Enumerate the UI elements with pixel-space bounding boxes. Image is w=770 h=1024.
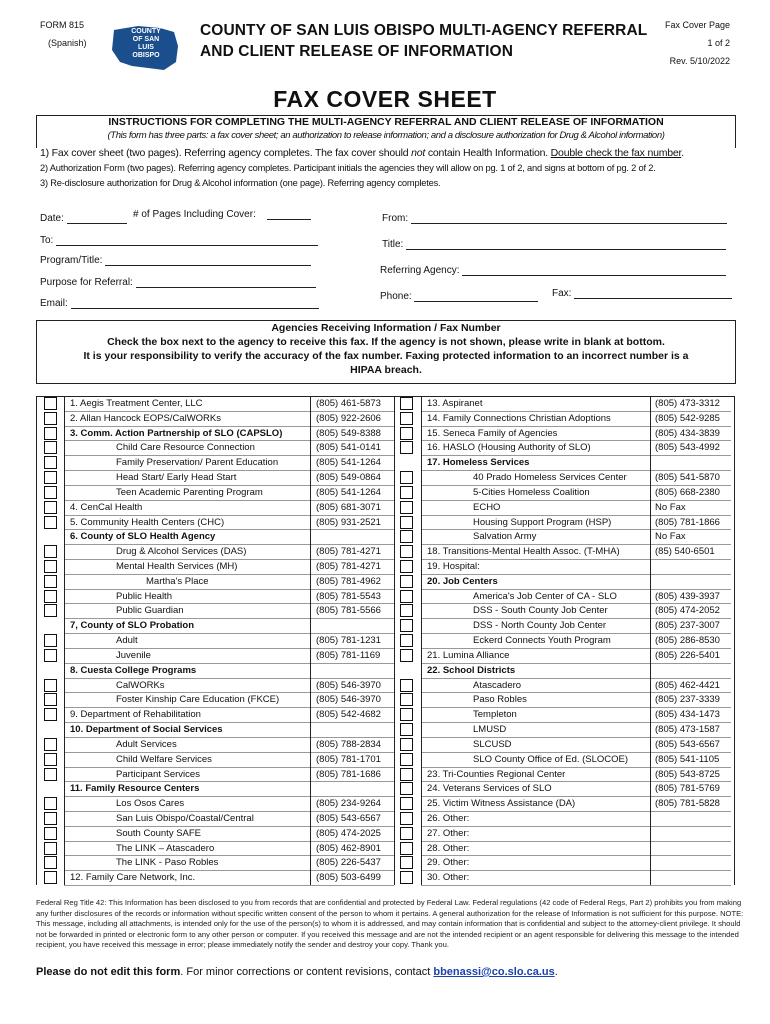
left-agency-fax-number: (805) 781-1686 [316,768,381,780]
instruction-1-underline: Double check the fax number [550,147,682,159]
right-agency-checkbox[interactable] [400,723,413,736]
form-title [200,20,647,62]
left-agency-fax-number: (805) 781-1701 [316,753,381,765]
confidentiality-notice: Federal Reg Title 42: This Information has been disclosed to you from records that are confidential and protected by Federal Law. Federal regulations (42 code of Federal Regs, Part 2) prohibits you from making any further disclosures of the records or information without specific written consent of the person to whom it pertains. A general authorization for the release of Information is not sufficient for this purpose. NOTE: This message, including all attachments, is intended only for the use of the person(s) to whom it is addressed, and may contain information that is confidential and subject to the attorney-client privilege. It should not be forwarded in printed or electronic form to any other person or computer. If you received this message and are not the intended recipient or an agent responsible for delivering this message to the intended recipient, you have received this message in error; please immediately notify the sender and destroy your copy. Thank you. [36,898,744,949]
email-label: Email: [40,298,68,309]
right-agency-row [0,559,698,574]
right-agency-checkbox[interactable] [400,871,413,884]
form-number: FORM 815 [40,20,85,30]
right-agency-fax-number: (805) 543-6567 [655,738,720,750]
left-agency-fax-number: (805) 788-2834 [316,738,381,750]
contact-email-link[interactable]: bbenassi@co.slo.ca.us [433,966,555,978]
title-line[interactable] [406,238,726,250]
right-agency-name: LMUSD [473,724,507,736]
right-agency-row [0,440,720,455]
right-agency-name: 23. Tri-Counties Regional Center [427,768,566,780]
to-field[interactable] [40,234,318,246]
instructions-heading: INSTRUCTIONS FOR COMPLETING THE MULTI-AGENCY REFERRAL AND CLIENT RELEASE OF INFORMATION [108,116,664,128]
left-agency-fax-number: (805) 781-5543 [316,590,381,602]
right-agency-checkbox[interactable] [400,708,413,721]
purpose-field[interactable] [40,276,316,288]
purpose-line[interactable] [136,276,316,288]
right-agency-checkbox[interactable] [400,575,413,588]
right-agency-row [0,752,720,767]
right-agency-fax-number: (805) 286-8530 [655,635,720,647]
left-agency-fax-number: (805) 541-1264 [316,486,381,498]
right-agency-name: Eckerd Connects Youth Program [473,635,611,647]
right-agency-fax-number: (805) 434-3839 [655,427,720,439]
referring-agency-line[interactable] [462,264,726,276]
logo-text-1: COUNTY [131,28,161,35]
right-agency-name: America's Job Center of CA - SLO [473,590,617,602]
table-top-border [36,396,734,397]
right-agency-name: Atascadero [473,679,522,691]
left-agency-name: 1. Aegis Treatment Center, LLC [70,398,203,409]
right-agency-name: 24. Veterans Services of SLO [427,783,552,795]
left-agency-fax-number: (805) 781-4271 [316,546,381,558]
from-line[interactable] [411,212,727,224]
right-agency-fax-number: (805) 226-5401 [655,649,720,661]
program-line[interactable] [105,254,311,266]
right-agency-row [0,692,720,707]
left-agency-name: 5. Community Health Centers (CHC) [70,516,225,528]
right-agency-checkbox[interactable] [400,560,413,573]
right-agency-row [0,485,720,500]
right-agency-fax-number: (805) 781-5769 [655,783,720,795]
right-row-divider [421,885,731,886]
left-agency-fax-number: (805) 781-1231 [316,635,381,647]
form-number-block [40,16,87,52]
right-agency-checkbox[interactable] [400,486,413,499]
pages-field[interactable] [133,208,311,220]
right-agency-fax-number: (805) 434-1473 [655,709,720,721]
left-agency-name: South County SAFE [116,827,202,839]
left-agency-name: Los Osos Cares [116,798,185,810]
right-agency-row [0,544,715,559]
left-agency-fax-number: (805) 543-6567 [316,812,381,824]
date-label: Date: [40,213,64,224]
to-label: To: [40,235,54,246]
right-agency-name: 14. Family Connections Christian Adoptions [427,412,611,424]
table-right-border [734,396,735,885]
left-agency-name: The LINK - Paso Robles [116,857,219,869]
right-agency-checkbox[interactable] [400,797,413,810]
logo-text-3: OBISPO [132,52,160,59]
fax-label: Fax: [552,288,572,299]
right-agency-name: DSS - North County Job Center [473,620,607,632]
left-agency-name: Participant Services [116,768,200,780]
left-agency-name: 12. Family Care Network, Inc. [70,872,196,884]
email-line[interactable] [71,297,319,309]
right-agency-checkbox[interactable] [400,812,413,825]
right-agency-name: DSS - South County Job Center [473,605,608,617]
right-agency-checkbox[interactable] [400,412,413,425]
title-field[interactable] [382,238,726,250]
right-agency-fax-number: (805) 474-2052 [655,605,720,617]
right-agency-name: 5-Cities Homeless Coalition [473,486,590,498]
right-agency-name: Housing Support Program (HSP) [473,516,612,528]
right-agency-name: 30. Other: [427,872,470,884]
right-agency-name: Paso Robles [473,694,527,706]
left-agency-fax-number: (805) 922-2606 [316,412,381,424]
left-checkbox-divider [64,396,65,885]
left-agency-fax-number: (805) 474-2025 [316,827,381,839]
left-agency-fax-number: (805) 462-8901 [316,842,381,854]
instruction-line-1 [40,147,684,159]
right-agency-row [0,781,720,796]
edit-notice [36,966,558,978]
right-agency-fax-number: (85) 540-6501 [655,546,715,558]
title-label: Title: [382,239,404,250]
right-agency-checkbox[interactable] [400,397,413,410]
right-agency-checkbox[interactable] [400,856,413,869]
left-agency-name: Martha's Place [146,575,209,587]
left-agency-name: Public Health [116,590,172,602]
right-agency-name: Salvation Army [473,531,537,543]
instruction-1-text: 1) Fax cover sheet (two pages). Referring agency completes. The fax cover should [40,147,412,159]
right-agency-name: ECHO [473,501,501,513]
left-agency-name: 11. Family Resource Centers [70,783,200,795]
date-line[interactable] [67,212,127,224]
right-agency-checkbox[interactable] [400,634,413,647]
right-agency-fax-number: (805) 543-4992 [655,442,720,454]
referring-agency-label: Referring Agency: [380,265,460,276]
right-agency-name: 13. Aspiranet [427,398,483,409]
right-checkbox-divider [421,396,422,885]
right-agency-row [0,396,720,411]
left-agency-fax-number: (805) 781-4962 [316,575,381,587]
left-row-divider [64,885,394,886]
page-label: Fax Cover Page [664,20,730,30]
left-agency-fax-number: (805) 549-8388 [316,427,381,439]
form-title-line-1: COUNTY OF SAN LUIS OBISPO MULTI-AGENCY REFERRAL [200,22,648,39]
right-agency-row [0,870,698,885]
edit-notice-end: . [554,966,558,978]
pages-line[interactable] [267,208,311,220]
right-agency-fax-number: (805) 473-1587 [655,724,720,736]
right-agency-row [0,574,698,589]
left-agency-fax-number: (805) 226-5437 [316,857,381,869]
fax-cover-title: FAX COVER SHEET [273,86,497,112]
left-agency-name: Child Welfare Services [116,753,212,765]
left-agency-name: Adult [116,635,138,647]
agencies-verify-notice: It is your responsibility to verify the accuracy of the fax number. Faxing protected information to an incorrect number is a [83,350,689,362]
right-agency-checkbox[interactable] [400,516,413,529]
date-field[interactable] [40,212,127,224]
right-agency-name: 15. Seneca Family of Agencies [427,427,558,439]
from-label: From: [382,213,409,224]
right-agency-checkbox[interactable] [400,604,413,617]
right-agency-name: SLO County Office of Ed. (SLOCOE) [473,753,629,765]
right-agency-fax-number: (805) 541-1105 [655,753,720,765]
right-agency-row [0,648,720,663]
left-agency-name: San Luis Obispo/Coastal/Central [116,812,254,824]
left-agency-name: 6. County of SLO Health Agency [70,531,216,543]
left-agency-name: 7, County of SLO Probation [70,620,195,632]
phone-label: Phone: [380,291,412,302]
center-divider [394,396,395,885]
right-agency-name: 22. School Districts [427,664,516,676]
right-agency-name: 40 Prado Homeless Services Center [473,472,627,484]
right-agency-row [0,678,720,693]
right-agency-row [0,529,698,544]
pages-label: # of Pages Including Cover: [133,209,256,220]
left-agency-name: Adult Services [116,738,177,750]
right-agency-checkbox[interactable] [400,471,413,484]
right-agency-name: Templeton [473,709,517,721]
right-agency-checkbox[interactable] [400,590,413,603]
right-agency-row [0,618,720,633]
right-agency-row [0,707,720,722]
instruction-1-emphasis: not [411,147,426,159]
right-agency-checkbox[interactable] [400,530,413,543]
left-agency-name: 3. Comm. Action Partnership of SLO (CAPSLO) [70,427,283,439]
left-agency-name: 2. Allan Hancock EOPS/CalWORKs [70,412,221,424]
from-field[interactable] [382,212,727,224]
referring-agency-field[interactable] [380,264,726,276]
right-fax-divider [650,396,651,885]
left-agency-fax-number: (805) 234-9264 [316,798,381,810]
right-agency-row [0,470,720,485]
left-agency-fax-number: (805) 546-3970 [316,694,381,706]
right-agency-checkbox[interactable] [400,753,413,766]
left-agency-name: Foster Kinship Care Education (FKCE) [116,694,280,706]
right-agency-row [0,841,698,856]
left-agency-name: Child Care Resource Connection [116,442,255,454]
right-agency-fax-number: (805) 473-3312 [655,398,720,409]
left-agency-fax-number: (805) 546-3970 [316,679,381,691]
instruction-1-end: . [681,147,684,159]
right-agency-checkbox[interactable] [400,441,413,454]
table-left-border [36,396,37,885]
right-agency-checkbox[interactable] [400,501,413,514]
left-agency-fax-number: (805) 781-1169 [316,649,381,661]
edit-notice-text: . For minor corrections or content revisions, contact [180,966,434,978]
right-agency-row [0,767,720,782]
agencies-hipaa-notice: HIPAA breach. [350,364,422,376]
right-agency-checkbox[interactable] [400,827,413,840]
right-agency-row [0,826,698,841]
right-agency-checkbox[interactable] [400,782,413,795]
right-agency-fax-number: (805) 237-3007 [655,620,720,632]
right-agency-name: SLCUSD [473,738,512,750]
right-agency-row [0,589,720,604]
left-agency-name: Public Guardian [116,605,184,617]
right-agency-fax-number: (805) 462-4421 [655,679,720,691]
page-number: 1 of 2 [707,38,730,48]
to-line[interactable] [56,234,318,246]
right-agency-name: 17. Homeless Services [427,457,530,469]
left-agency-name: 10. Department of Social Services [70,724,223,736]
right-agency-name: 16. HASLO (Housing Authority of SLO) [427,442,591,454]
agencies-heading: Agencies Receiving Information / Fax Number [271,322,501,334]
right-agency-fax-number: No Fax [655,501,686,513]
right-agency-checkbox[interactable] [400,427,413,440]
left-agency-name: Juvenile [116,649,151,661]
right-agency-fax-number: (805) 668-2380 [655,486,720,498]
right-agency-checkbox[interactable] [400,693,413,706]
left-agency-fax-number: (805) 503-6499 [316,872,381,884]
right-agency-row [0,737,720,752]
fax-line[interactable] [574,287,732,299]
left-agency-fax-number: (805) 541-0141 [316,442,381,454]
logo-text-2: OF SAN LUIS [132,36,160,51]
left-agency-name: CalWORKs [116,679,165,691]
left-agency-name: The LINK – Atascadero [116,842,215,854]
left-agency-fax-number: (805) 681-3071 [316,501,381,513]
phone-line[interactable] [414,290,538,302]
instruction-1-text-2: contain Health Information. [425,147,551,159]
right-agency-checkbox[interactable] [400,679,413,692]
left-agency-name: Mental Health Services (MH) [116,561,238,573]
right-agency-fax-number: (805) 543-8725 [655,768,720,780]
left-agency-name: 9. Department of Rehabilitation [70,709,201,721]
right-agency-name: 28. Other: [427,842,470,854]
left-agency-fax-number: (805) 931-2521 [316,516,381,528]
right-agency-row [0,455,698,470]
right-agency-row [0,411,720,426]
instruction-line-3: 3) Re-disclosure authorization for Drug & Alcohol information (one page). Referring agency completes. [40,178,441,188]
right-agency-fax-number: (805) 541-5870 [655,472,720,484]
right-agency-fax-number: No Fax [655,531,686,543]
left-agency-name: 4. CenCal Health [70,501,143,513]
right-agency-checkbox[interactable] [400,768,413,781]
right-agency-checkbox[interactable] [400,738,413,751]
right-agency-fax-number: (805) 542-9285 [655,412,720,424]
right-agency-row [0,855,698,870]
right-agency-checkbox[interactable] [400,649,413,662]
right-agency-row [0,515,720,530]
page-info [665,16,730,70]
form-title-line-2: AND CLIENT RELEASE OF INFORMATION [200,43,514,60]
left-agency-name: Family Preservation/ Parent Education [116,457,279,469]
agencies-check-instruction: Check the box next to the agency to receive this fax. If the agency is not shown, please write in blank at bottom. [107,336,665,348]
left-fax-divider [310,396,311,885]
program-label: Program/Title: [40,255,103,266]
instruction-line-2: 2) Authorization Form (two pages). Referring agency completes. Participant initials the agencies they will allow on pg. 1 of 2, and signs at bottom of pg. 2 of 2. [40,163,656,173]
right-agency-row [0,633,720,648]
right-agency-name: 26. Other: [427,812,470,824]
program-field[interactable] [40,254,311,266]
right-agency-row [0,426,720,441]
right-agency-name: 20. Job Centers [427,575,498,587]
right-agency-checkbox[interactable] [400,545,413,558]
right-agency-fax-number: (805) 781-1866 [655,516,720,528]
right-agency-row [0,796,720,811]
instructions-subheading: (This form has three parts: a fax cover sheet; an authorization to release information; and a disclosure authorization for Drug & Alcohol information) [107,130,665,141]
right-agency-name: 25. Victim Witness Assistance (DA) [427,798,576,810]
left-agency-fax-number: (805) 781-5566 [316,605,381,617]
phone-field[interactable] [380,290,538,302]
right-agency-row [0,722,720,737]
right-agency-name: 19. Hospital: [427,561,480,573]
edit-notice-bold: Please do not edit this form [36,966,181,978]
county-logo [108,22,182,74]
revision-date: Rev. 5/10/2022 [669,56,730,66]
right-agency-row [0,603,720,618]
left-agency-fax-number: (805) 542-4682 [316,709,381,721]
right-agency-checkbox[interactable] [400,842,413,855]
right-agency-fax-number: (805) 237-3339 [655,694,720,706]
left-agency-name: Teen Academic Parenting Program [116,486,263,498]
right-agency-row [0,663,698,678]
right-agency-fax-number: (805) 781-5828 [655,798,720,810]
right-agency-fax-number: (805) 439-3937 [655,590,720,602]
left-agency-fax-number: (805) 541-1264 [316,457,381,469]
right-agency-name: 21. Lumina Alliance [427,649,510,661]
right-agency-row [0,811,698,826]
purpose-label: Purpose for Referral: [40,277,133,288]
left-agency-name: Drug & Alcohol Services (DAS) [116,546,247,558]
right-agency-name: 29. Other: [427,857,470,869]
left-agency-fax-number: (805) 461-5873 [316,398,381,409]
email-field[interactable] [40,297,319,309]
right-agency-checkbox[interactable] [400,619,413,632]
right-agency-name: 18. Transitions-Mental Health Assoc. (T-MHA) [427,546,620,558]
left-agency-fax-number: (805) 549-0864 [316,472,381,484]
left-agency-fax-number: (805) 781-4271 [316,561,381,573]
form-language: (Spanish) [48,38,87,48]
fax-field[interactable] [552,287,732,299]
right-agency-row [0,500,698,515]
left-agency-name: Head Start/ Early Head Start [116,472,237,484]
right-agency-name: 27. Other: [427,827,470,839]
left-agency-name: 8. Cuesta College Programs [70,664,197,676]
